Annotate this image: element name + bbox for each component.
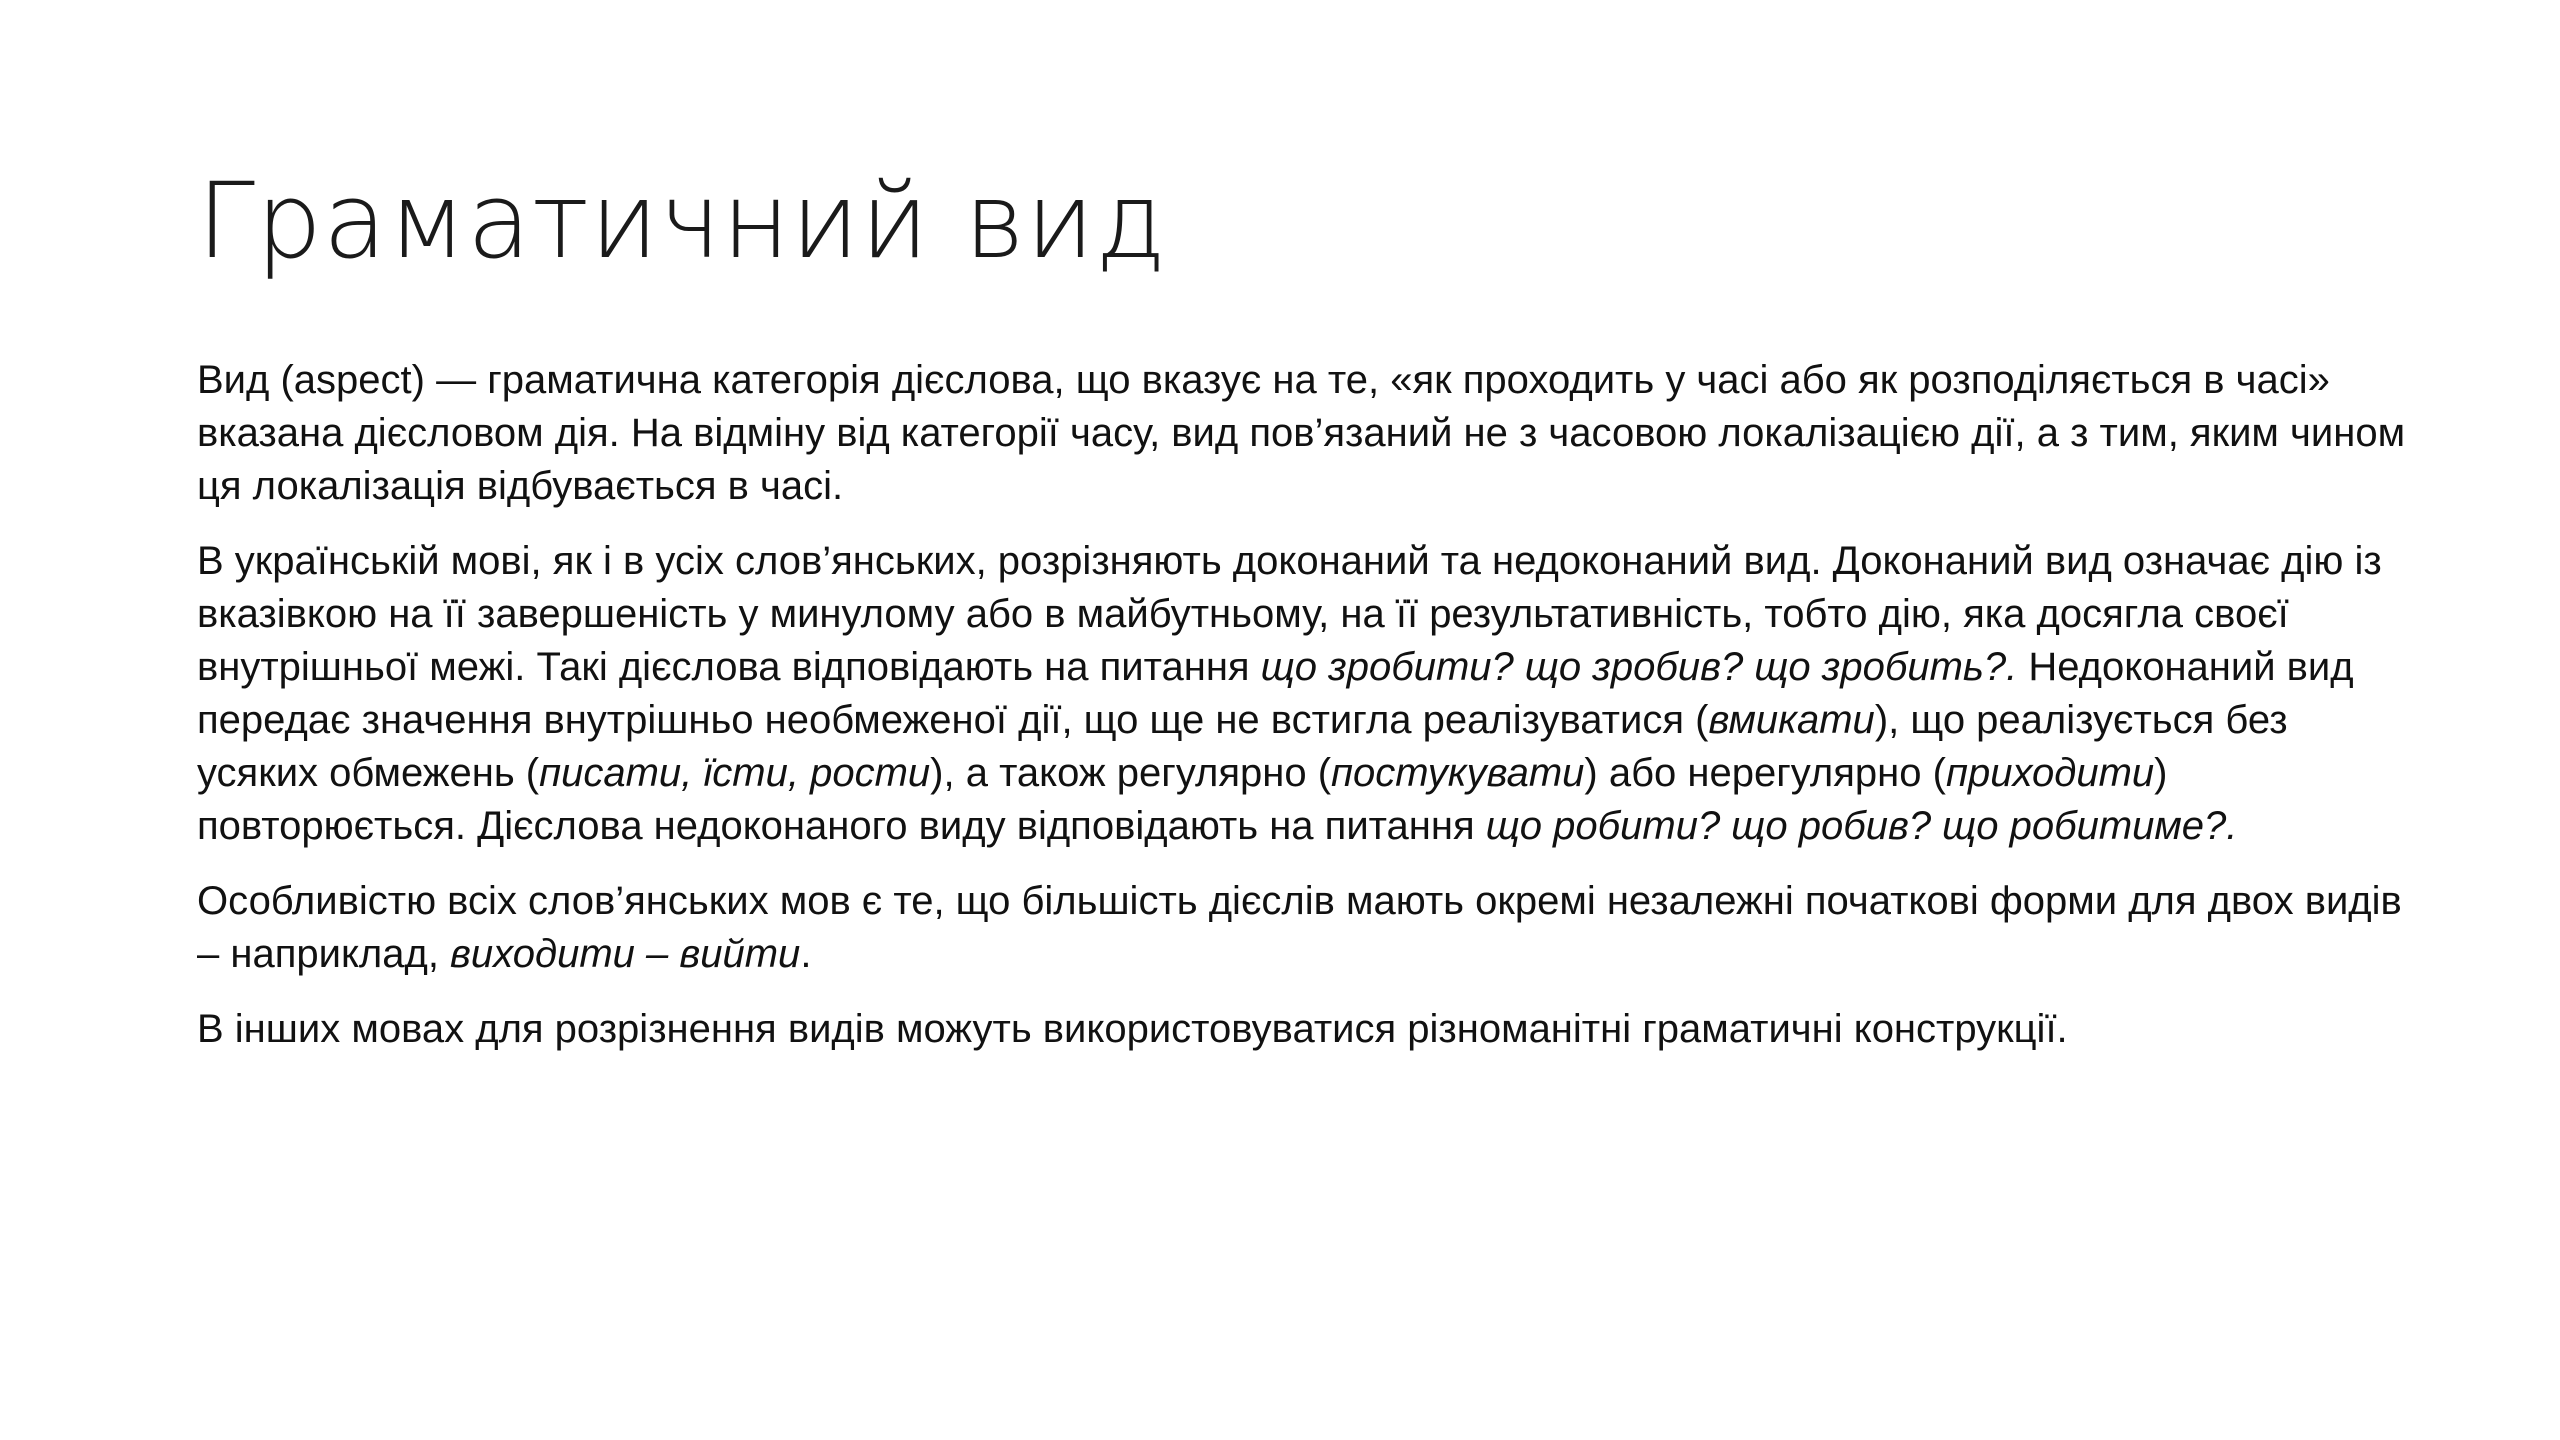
italic-text-segment: вмикати bbox=[1708, 698, 1875, 742]
slide-title: Граматичний вид bbox=[197, 160, 1167, 282]
text-segment: ), що реалізується без усяких обмежень ( bbox=[197, 698, 2288, 795]
text-segment: ), а також регулярно ( bbox=[930, 751, 1332, 795]
italic-text-segment: виходити – вийти bbox=[450, 932, 801, 976]
text-segment: ) повторюється. Дієслова недоконаного виду відповідають на питання bbox=[197, 751, 2168, 848]
italic-text-segment: що робити? що робив? що робитиме?. bbox=[1485, 804, 2238, 848]
text-segment: Особливістю всіх слов’янських мов є те, що більшість дієслів мають окремі незалежні початкові форми для двох видів – наприклад, bbox=[197, 879, 2402, 976]
slide-body bbox=[197, 354, 2407, 1078]
text-segment: В інших мовах для розрізнення видів можуть використовуватися різноманітні граматичні конструкції. bbox=[197, 1007, 2068, 1051]
italic-text-segment: приходити bbox=[1945, 751, 2155, 795]
body-paragraph bbox=[197, 1003, 2407, 1056]
italic-text-segment: що зробити? що зробив? що зробить?. bbox=[1260, 645, 2018, 689]
text-segment: . bbox=[800, 932, 812, 976]
text-segment: Недоконаний вид передає значення внутрішньо необмеженої дії, що ще не встигла реалізуватися ( bbox=[197, 645, 2354, 742]
text-segment: В українській мові, як і в усіх слов’янських, розрізняють доконаний та недоконаний вид. Доконаний вид означає дію із вказівкою на її завершеність у минулому або в майбутньому, на її результативність, тобто дію, яка досягла своєї внутрішньої межі. Такі дієслова відповідають на питання bbox=[197, 539, 2382, 689]
text-segment: ) або нерегулярно ( bbox=[1584, 751, 1946, 795]
italic-text-segment: постукувати bbox=[1331, 751, 1585, 795]
body-paragraph bbox=[197, 354, 2407, 513]
text-segment: Вид (aspect) — граматична категорія дієслова, що вказує на те, «як проходить у часі або як розподіляється в часі» вказана дієсловом дія. На відміну від категорії часу, вид пов’язаний не з часовою локалізацією дії, а з тим, яким чином ця локалізація відбувається в часі. bbox=[197, 358, 2406, 508]
body-paragraph bbox=[197, 875, 2407, 981]
italic-text-segment: писати, їсти, рости bbox=[539, 751, 931, 795]
body-paragraph bbox=[197, 535, 2407, 853]
